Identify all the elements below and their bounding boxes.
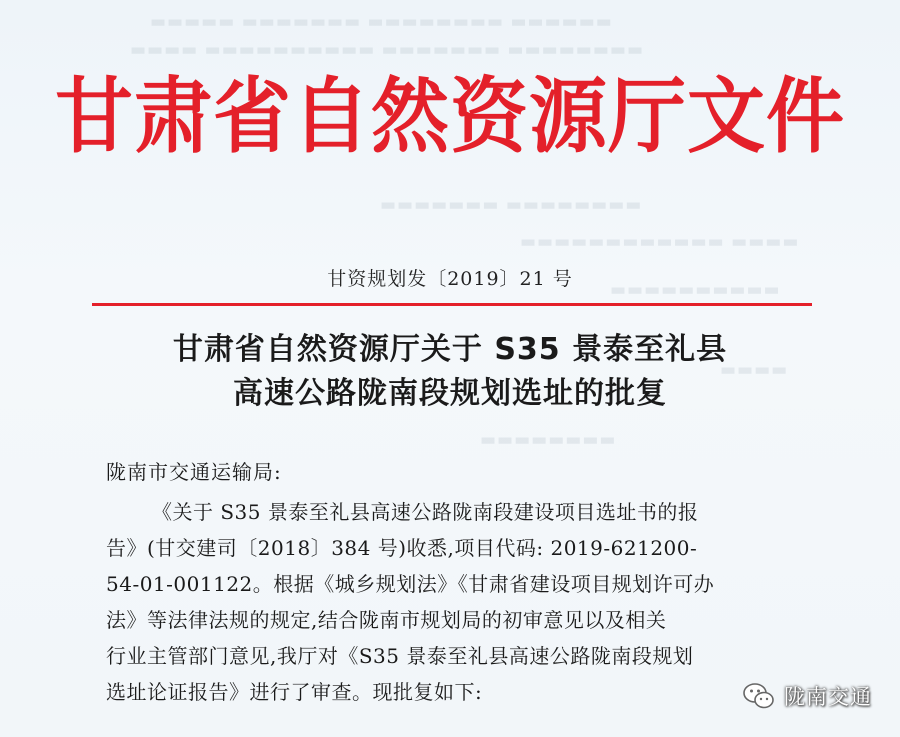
account-watermark bbox=[742, 679, 872, 713]
document-title-line-1: 甘肃省自然资源厅关于 S35 景泰至礼县 bbox=[172, 332, 728, 367]
bleed-through-text: ▬▬▬▬ ▬▬▬▬▬▬▬▬▬▬ ▬▬▬▬▬▬▬ ▬▬▬▬▬▬▬▬ bbox=[130, 40, 645, 60]
bleed-through-text: ▬▬▬▬▬▬▬▬▬▬▬▬ ▬▬▬▬ bbox=[520, 232, 800, 252]
body-line: 法》等法律法规的规定,结合陇南市规划局的初审意见以及相关 bbox=[106, 608, 667, 632]
wechat-icon bbox=[742, 679, 776, 713]
bleed-through-text: ▬▬▬▬▬▬▬▬▬▬ bbox=[610, 280, 781, 300]
bleed-through-text: ▬▬▬▬ bbox=[720, 360, 789, 380]
addressee: 陇南市交通运输局: bbox=[106, 460, 282, 484]
watermark-text: 陇南交通 bbox=[784, 685, 872, 709]
body-line: 《关于 S35 景泰至礼县高速公路陇南段建设项目选址书的报 bbox=[152, 500, 699, 524]
body-line: 54-01-001122。根据《城乡规划法》《甘肃省建设项目规划许可办 bbox=[106, 572, 715, 596]
body-line: 告》(甘交建司〔2018〕384 号)收悉,项目代码: 2019-621200- bbox=[106, 536, 698, 560]
document-number: 甘资规划发〔2019〕21 号 bbox=[327, 268, 573, 290]
document-title bbox=[0, 328, 900, 416]
bleed-through-text: ▬▬▬▬▬ ▬▬▬▬▬▬▬ ▬▬▬▬▬▬▬▬ ▬▬▬▬▬▬ bbox=[150, 12, 613, 32]
body-line: 行业主管部门意见,我厅对《S35 景泰至礼县高速公路陇南段规划 bbox=[106, 644, 694, 668]
document-title-line-2: 高速公路陇南段规划选址的批复 bbox=[233, 376, 667, 411]
body-line: 选址论证报告》进行了审查。现批复如下: bbox=[106, 680, 483, 704]
masthead-title: 甘肃省自然资源厅文件 bbox=[54, 69, 845, 165]
bleed-through-text: ▬▬▬▬▬▬▬ ▬▬▬▬▬▬▬▬ bbox=[380, 195, 643, 215]
body-text bbox=[106, 494, 806, 710]
bleed-through-text: ▬▬▬▬▬▬▬▬ bbox=[480, 430, 617, 450]
red-divider-line bbox=[92, 303, 812, 306]
